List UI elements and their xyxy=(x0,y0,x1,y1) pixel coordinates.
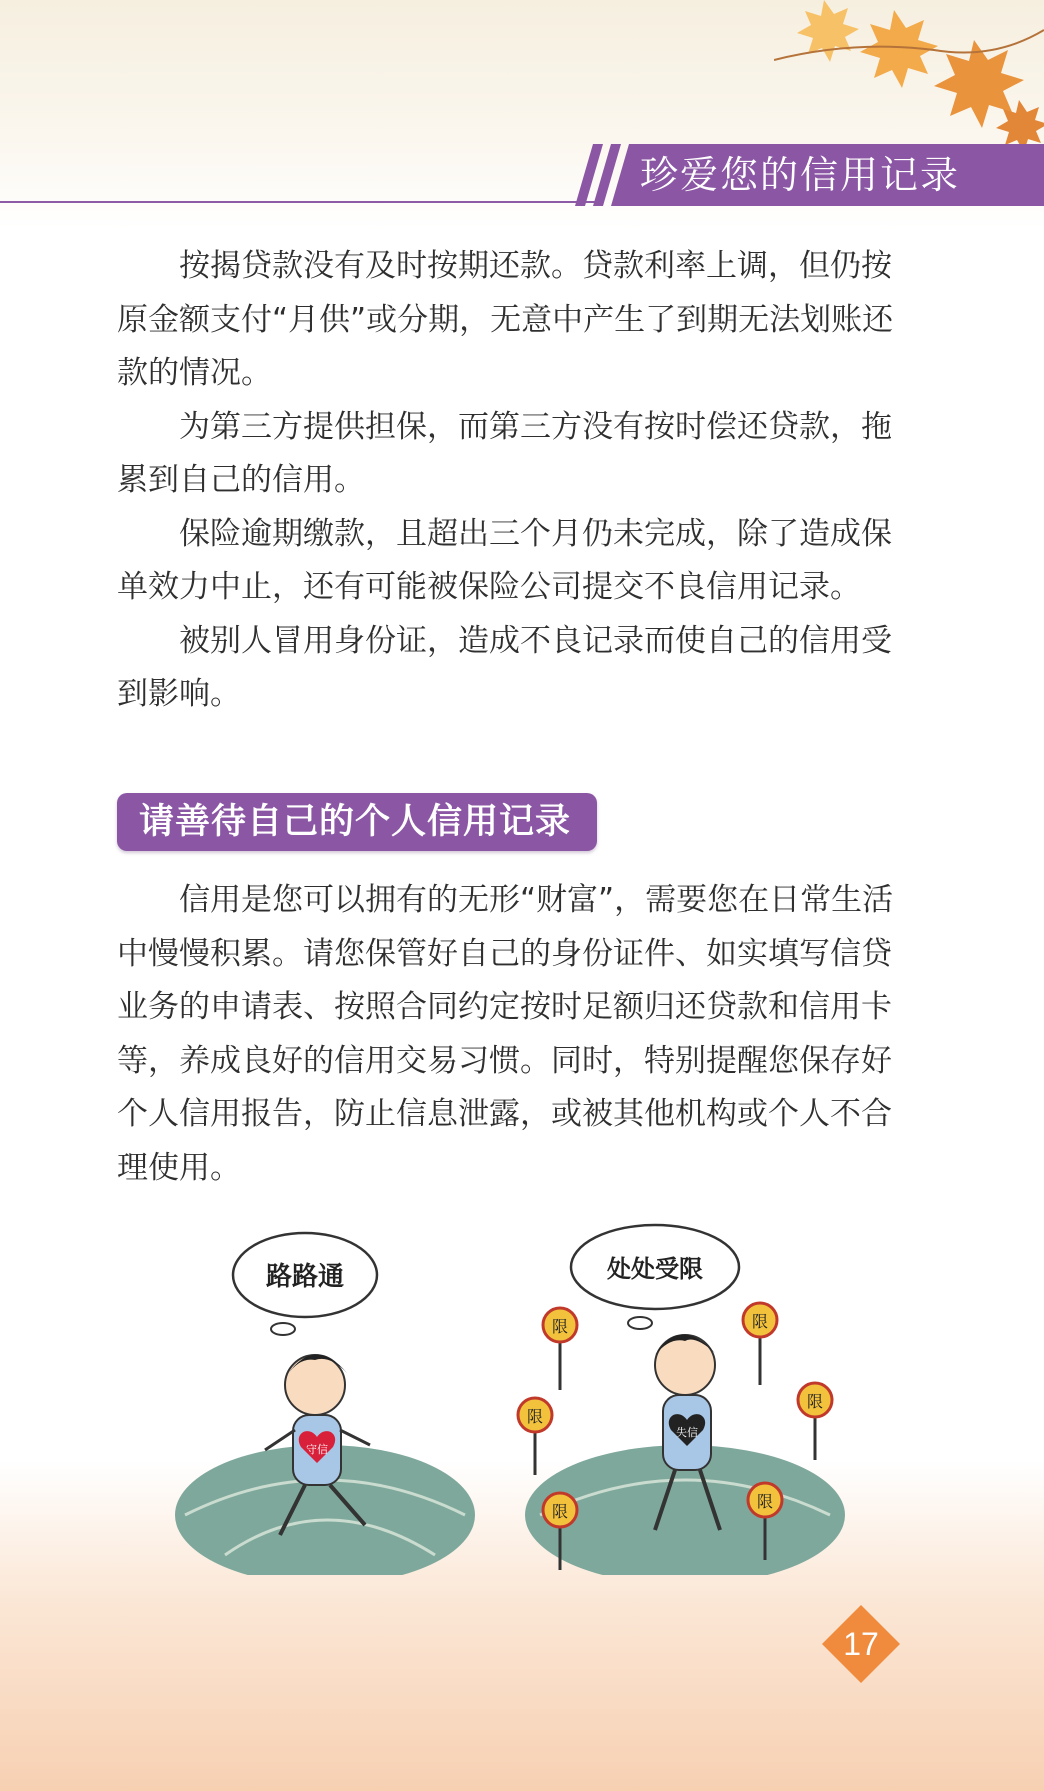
bubble-text-left: 路路通 xyxy=(265,1262,345,1292)
paragraph-insurance: 保险逾期缴款，且超出三个月仍未完成，除了造成保单效力中止，还有可能被保险公司提交不良信用记录。 xyxy=(117,515,892,605)
limit-sign-label: 限 xyxy=(551,1317,569,1336)
limit-sign-label: 限 xyxy=(806,1392,824,1411)
section-text xyxy=(117,874,907,1195)
illustration-trustworthy xyxy=(165,1215,485,1575)
section-heading-badge xyxy=(117,793,597,851)
limit-sign-label: 限 xyxy=(751,1312,769,1331)
paragraph-mortgage: 按揭贷款没有及时按期还款。贷款利率上调，但仍按原金额支付“月供”或分期，无意中产生了到期无法划账还款的情况。 xyxy=(117,248,894,391)
illustration-untrustworthy xyxy=(515,1215,855,1575)
bubble-text-right: 处处受限 xyxy=(607,1255,703,1283)
page-number: 17 xyxy=(843,1626,879,1662)
intro-text xyxy=(117,240,907,722)
section-heading: 请善待自己的个人信用记录 xyxy=(139,802,572,842)
heart-label-left: 守信 xyxy=(306,1443,328,1456)
paragraph-identity: 被别人冒用身份证，造成不良记录而使自己的信用受到影响。 xyxy=(117,622,892,712)
maple-leaves-decoration xyxy=(774,0,1044,150)
header-title: 珍爱您的信用记录 xyxy=(640,153,961,197)
section-paragraph: 信用是您可以拥有的无形“财富”，需要您在日常生活中慢慢积累。请您保管好自己的身份证件、如实填写信贷业务的申请表、按照合同约定按时足额归还贷款和信用卡等，养成良好的信用交易习惯。同时，特别提醒您保存好个人信用报告，防止信息泄露，或被其他机构或个人不合理使用。 xyxy=(117,882,894,1186)
paragraph-guarantee: 为第三方提供担保，而第三方没有按时偿还贷款，拖累到自己的信用。 xyxy=(117,408,892,498)
header-rule xyxy=(0,201,600,203)
heart-label-right: 失信 xyxy=(676,1426,698,1439)
limit-sign-label: 限 xyxy=(526,1407,544,1426)
limit-sign-label: 限 xyxy=(551,1502,569,1521)
limit-sign-label: 限 xyxy=(756,1492,774,1511)
